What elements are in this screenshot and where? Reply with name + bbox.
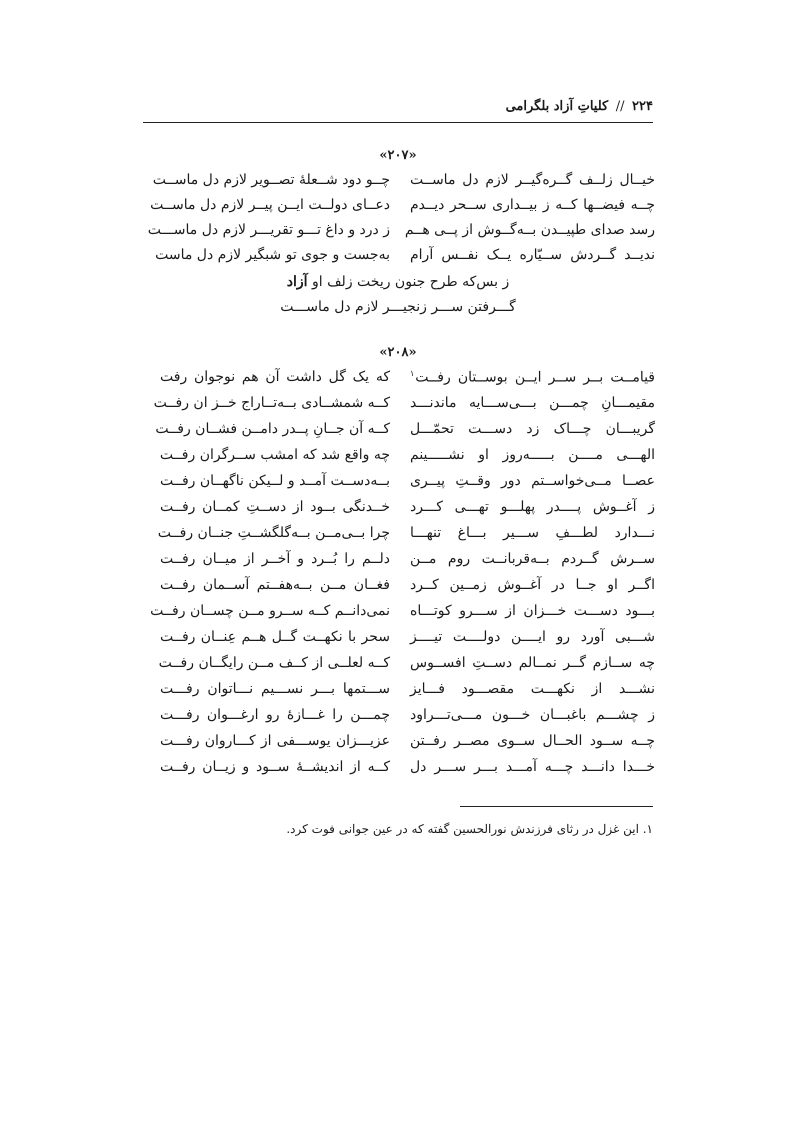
second-hemistich: به‌جست و جوی تو شبگیر لازم دل ماست [155, 247, 390, 263]
couplet [153, 395, 655, 417]
poem-number-207: «۲۰۷» [379, 148, 417, 163]
couplet [147, 222, 655, 244]
couplet [150, 603, 655, 625]
first-hemistich [410, 369, 655, 386]
second-hemistich: دعــای دولــت ایــن پیــر لازم دل ماســت [150, 197, 390, 213]
page-number: ۲۲۴ [632, 99, 653, 114]
hemistich-text: قیامــت بــر ســر ایــن بوســتان رفــت [415, 369, 655, 386]
footnote-marker[interactable]: ۱ [410, 369, 415, 378]
first-hemistich: رسد صدای طپیــدن بــه‌گــوش از پــی هــم [404, 222, 655, 238]
first-hemistich: عصــا مــی‌خواســتم دور وقــتِ پیــری [410, 473, 655, 489]
couplet [160, 551, 655, 573]
first-hemistich: ســرش گــردم بــه‌قربانــت روم مــن [410, 551, 655, 567]
couplet [150, 197, 655, 219]
running-header [143, 96, 653, 123]
header-separator: // [615, 99, 625, 114]
second-hemistich: بــه‌دســت آمــد و لــیکن ناگهــان رفــت [160, 473, 390, 489]
second-hemistich: چرا بــی‌مــن بــه‌گلگشــتِ جنــان رفــت [157, 525, 390, 541]
couplet [152, 172, 655, 194]
footnote: ۱. این غزل در رثای فرزندش نورالحسین گفته که در عین جوانی فوت کرد. [286, 822, 653, 836]
second-hemistich: چمـــن را غـــازهٔ رو ارغـــوان رفـــت [160, 707, 390, 723]
first-hemistich: نـــدارد لطـــفِ ســـیر بـــاغ تنهـــا [410, 525, 655, 541]
first-hemistich: خـــدا دانـــد چـــه آمـــد بـــر ســـر دل [410, 759, 655, 775]
first-hemistich: چــه فیضــها کــه ز بیــداری ســحر دیــدم [410, 197, 655, 213]
first-hemistich: ز چشـــم باغبـــان خـــون مـــی‌تـــراود [410, 707, 655, 723]
couplet [160, 577, 655, 599]
second-hemistich: فغــان مــن بــه‌هفــتم آســمان رفــت [160, 577, 390, 593]
couplet [160, 447, 655, 469]
couplet [157, 525, 655, 547]
couplet [160, 655, 655, 677]
second-hemistich: کــه آن جــانِ پــدر دامــن فشــان رفــت [155, 421, 390, 437]
first-hemistich: چــه ســود الحــال ســوی مصــر رفــتن [410, 733, 655, 749]
first-hemistich: چه ســازم گــر نمــالم دســتِ افســوس [410, 655, 655, 671]
second-hemistich: کــه از اندیشــهٔ ســود و زیــان رفــت [160, 759, 390, 775]
first-hemistich: گریبـــان چـــاک زد دســـت تحمّـــل [410, 421, 655, 437]
couplet [160, 707, 655, 729]
couplet [160, 369, 655, 391]
second-hemistich: چــو دود شــعلهٔ تصــویر لازم دل ماســت [152, 172, 390, 188]
poem-number-208: «۲۰۸» [379, 345, 417, 360]
second-hemistich: چه واقع شد که امشب ســرگران رفــت [159, 447, 390, 463]
closing-couplet-line-1 [143, 274, 653, 290]
couplet [160, 629, 655, 651]
second-hemistich: خــدنگی بــود از دســتِ کمــان رفــت [160, 499, 390, 515]
second-hemistich: کــه لعلــی از کــف مــن رایگــان رفــت [158, 655, 390, 671]
first-hemistich: مقیمـــانِ چمـــن بـــی‌ســـایه ماندنـــد [410, 395, 655, 411]
closing-line-text: ز بس‌که طرح جنون ریخت زلف او [307, 274, 510, 290]
couplet [155, 247, 655, 269]
second-hemistich: ز درد و داغ تـــو تقریـــر لازم دل ماســـت [147, 222, 390, 238]
couplet [160, 681, 655, 703]
poet-pen-name: آزاد [286, 274, 308, 290]
second-hemistich: که یک گل داشت آن هم نوجوان رفت [160, 369, 390, 385]
second-hemistich: دلــم را بُــرد و آخــر از میــان رفــت [160, 551, 390, 567]
second-hemistich: سحر با نکهــت گــل هــم عِنــان رفــت [160, 629, 390, 645]
couplet [160, 759, 655, 781]
first-hemistich: اگــر او جــا در آغــوش زمــین کــرد [410, 577, 655, 593]
first-hemistich: الهـــی مــــن بـــــه‌روز او نشـــــینم [410, 447, 655, 463]
first-hemistich: نشـــد از نکهـــت مقصـــود فـــایز [410, 681, 655, 697]
couplet [160, 473, 655, 495]
closing-couplet-line-2: گـــرفتن ســـر زنجیـــر لازم دل ماســـت [280, 299, 516, 315]
second-hemistich: نمی‌دانــم کــه ســرو مــن چســان رفــت [150, 603, 390, 619]
first-hemistich: شـــبی آورد رو ایــــن دولــــت تیــــز [410, 629, 655, 645]
first-hemistich: خیــال زلــف گــره‌گیــر لازم دل ماســت [410, 172, 655, 188]
book-title: کلیاتِ آزاد بلگرامی [505, 99, 609, 114]
first-hemistich: ندیــد گــردش ســیّاره یــک نفــس آرام [410, 247, 655, 263]
second-hemistich: ســـتمها بـــر نســـیم نـــاتوان رفـــت [160, 681, 390, 697]
second-hemistich: عزیـــزان یوســـفی از کـــاروان رفـــت [160, 733, 390, 749]
second-hemistich: کــه شمشــادی بــه‌تــاراج خــز ان رفــت [153, 395, 390, 411]
couplet [155, 421, 655, 443]
couplet [160, 499, 655, 521]
first-hemistich: بـــود دســـت خـــزان از ســـرو کوتـــاه [410, 603, 655, 619]
couplet [160, 733, 655, 755]
first-hemistich: ز آغــوش پــــدر پهلـــو تهـــی کـــرد [410, 499, 655, 515]
footnote-divider [460, 806, 653, 807]
